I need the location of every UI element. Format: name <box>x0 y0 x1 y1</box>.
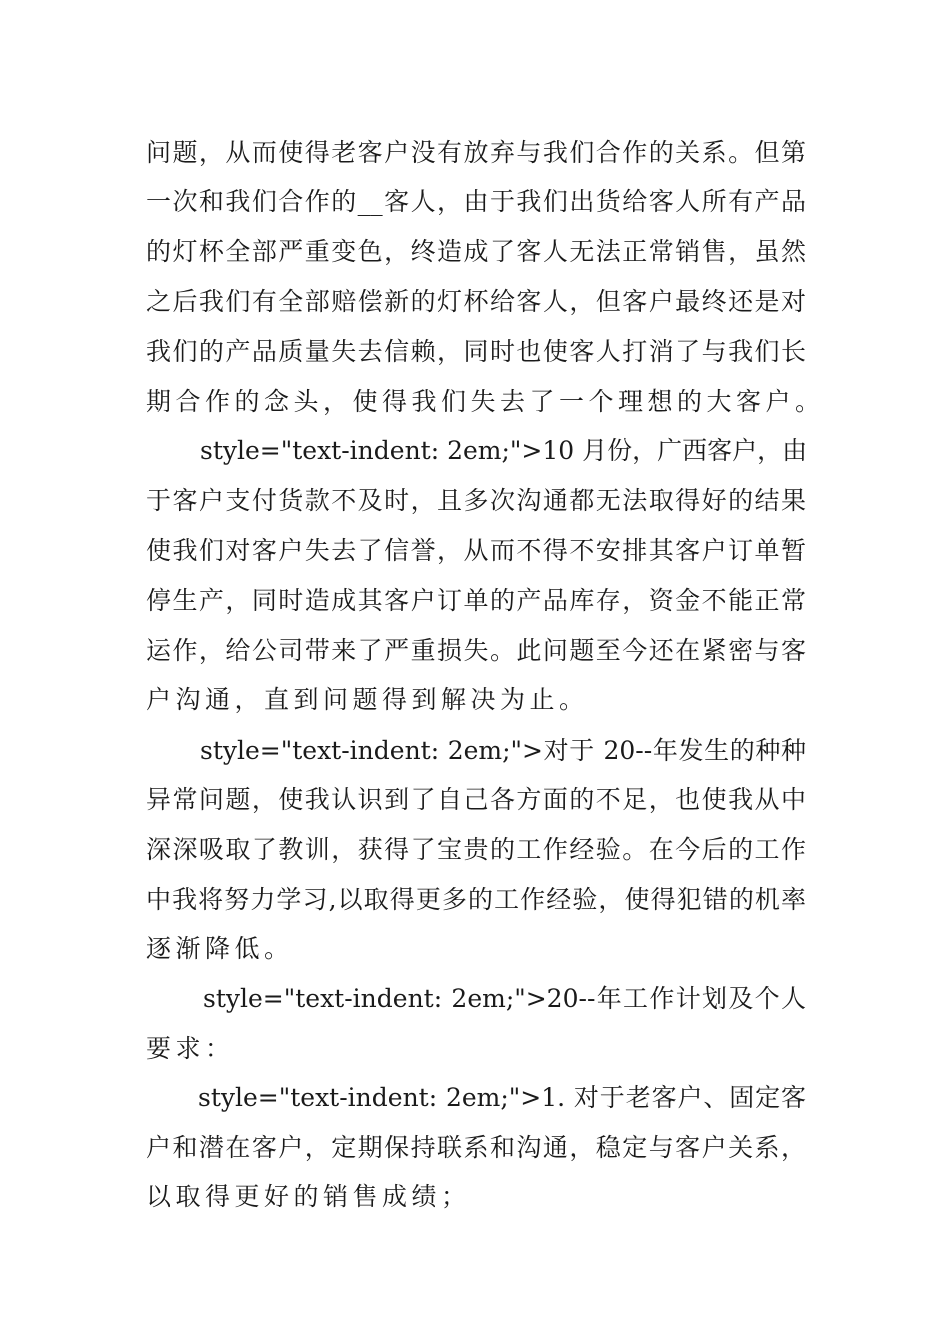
text-line: 户沟通，直到问题得到解决为止。 <box>146 685 589 714</box>
text-line: 户和潜在客户，定期保持联系和沟通，稳定与客户关系， <box>146 1133 806 1162</box>
text-line: 异常问题，使我认识到了自己各方面的不足，也使我从中 <box>146 785 806 814</box>
text-line: 停生产，同时造成其客户订单的产品库存，资金不能正常 <box>146 586 806 615</box>
text-line: 使我们对客户失去了信誉，从而不得不安排其客户订单暂 <box>146 536 806 565</box>
text-line: 的灯杯全部严重变色，终造成了客人无法正常销售，虽然 <box>146 237 806 266</box>
text-line: 于客户支付货款不及时，且多次沟通都无法取得好的结果 <box>146 486 806 515</box>
text-line: 以取得更好的销售成绩； <box>146 1182 471 1211</box>
text-line: 要求： <box>146 1034 235 1063</box>
text-line: 一次和我们合作的__客人，由于我们出货给客人所有产品 <box>146 187 806 216</box>
text-line: style="text-indent: 2em;">对于 20--年发生的种种 <box>200 736 806 765</box>
text-line: 期合作的念头，使得我们失去了一个理想的大客户。 <box>146 387 825 416</box>
text-line: 运作，给公司带来了严重损失。此问题至今还在紧密与客 <box>146 636 806 665</box>
text-line: 问题，从而使得老客户没有放弃与我们合作的关系。但第 <box>146 138 806 167</box>
text-line: 深深吸取了教训，获得了宝贵的工作经验。在今后的工作 <box>146 835 806 864</box>
text-line: 之后我们有全部赔偿新的灯杯给客人，但客户最终还是对 <box>146 287 806 316</box>
text-line: style="text-indent: 2em;">10 月份，广西客户，由 <box>200 436 808 465</box>
text-line: 逐渐降低。 <box>146 934 294 963</box>
text-line: style="text-indent: 2em;">1. 对于老客户、固定客 <box>198 1083 806 1112</box>
text-line: style="text-indent: 2em;">20--年工作计划及个人 <box>203 984 806 1013</box>
text-line: 我们的产品质量失去信赖，同时也使客人打消了与我们长 <box>146 337 806 366</box>
text-line: 中我将努力学习,以取得更多的工作经验，使得犯错的机率 <box>146 885 806 914</box>
